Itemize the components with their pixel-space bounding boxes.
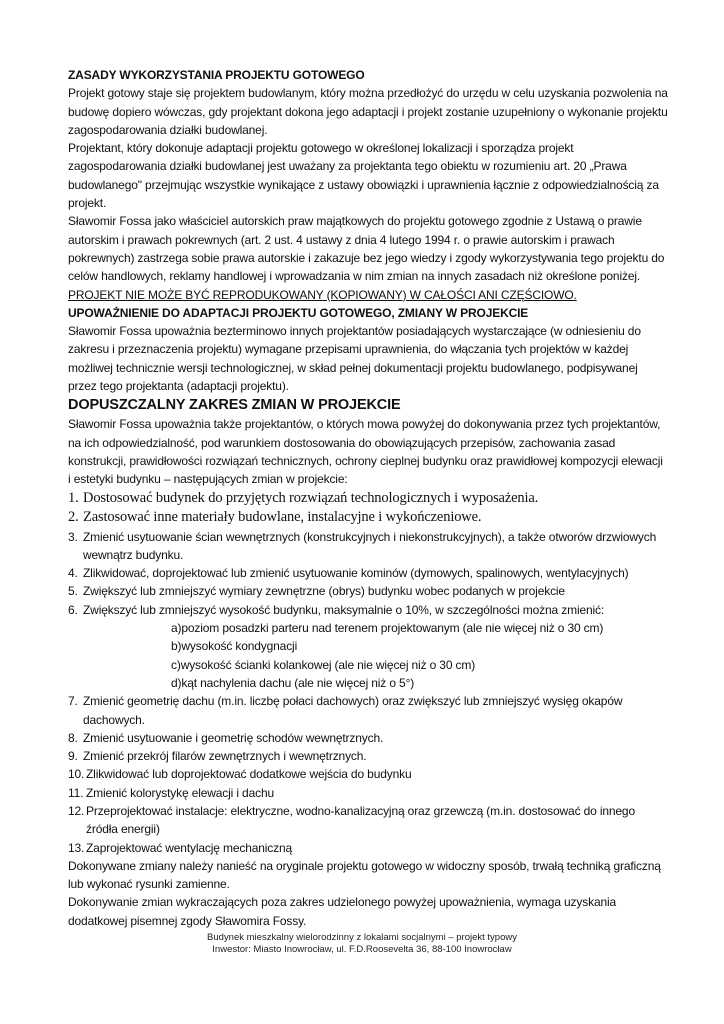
list-item: 2. Zastosować inne materiały budowlane, instalacyjne i wykończeniowe. xyxy=(68,509,482,526)
document-body xyxy=(68,66,668,930)
paragraph-dodatkowa-zgoda: Dokonywanie zmian wykraczających poza zakres udzielonego powyżej upoważnienia, wymaga uzyskania dodatkowej pisemnej zgody Sławomira Fossy. xyxy=(68,895,617,928)
list-item: 12. Przeprojektować instalacje: elektryczne, wodno-kanalizacyjną oraz grzewczą (m.in. dostosować do innego źródła energii) xyxy=(68,803,635,837)
paragraph-nanoszenie-zmian: Dokonywane zmiany należy nanieść na oryginale projektu gotowego w widoczny sposób, trwałą techniką graficzną lub wykonać rysunki zamienne. xyxy=(68,858,661,892)
paragraph-upowaznienie: Sławomir Fossa upoważnia bezterminowo innych projektantów posiadających wystarczające (w odniesieniu do zakresu i przeznaczenia projektu) wymagane przepisami uprawnienia, do włączania tych projektów w każdej możliwej technicznie wersji technologicznej, w skład pełnej dokumentacji projektu budowlanego, podpisywanej przez tego projektanta (adaptacji projektu). xyxy=(68,324,641,394)
paragraph-projektant: Projektant, który dokonuje adaptacji projektu gotowego w określonej lokalizacji i sporządza projekt zagospodarowania działki budowlanej jest uważany za projektanta tego obiektu w rozumieniu art. 20 „Prawa budowlanego" przejmując wszystkie wynikające z ustawy obowiązki i uprawnienia łącznie z odpowiedzialnością za projekt. xyxy=(68,141,659,211)
list-item: 13. Zaprojektować wentylację mechaniczną xyxy=(68,840,293,855)
heading-zasady: ZASADY WYKORZYSTANIA PROJEKTU GOTOWEGO xyxy=(68,68,365,82)
sublist-item: a)poziom posadzki parteru nad terenem projektowanym (ale nie więcej niż o 30 cm) xyxy=(171,621,604,636)
sublist-item: d)kąt nachylenia dachu (ale nie więcej niż o 5°) xyxy=(171,675,415,690)
list-item: 1. Dostosować budynek do przyjętych rozwiązań technologicznych i wyposażenia. xyxy=(68,489,539,506)
page-footer xyxy=(0,932,724,956)
heading-upowaznienie: UPOWAŻNIENIE DO ADAPTACJI PROJEKTU GOTOWEGO, ZMIANY W PROJEKCIE xyxy=(68,305,529,320)
changes-list xyxy=(68,489,668,857)
list-item: 3. Zmienić usytuowanie ścian wewnętrznych (konstrukcyjnych i niekonstrukcyjnych), a także otworów drzwiowych wewnątrz budynku. xyxy=(68,529,657,562)
paragraph-zakres-zmian: Sławomir Fossa upoważnia także projektantów, o których mowa powyżej do dokonywania przez tych projektantów, na ich odpowiedzialność, pod warunkiem dostosowania do obowiązujących przepisów, zachowania zasad konstrukcji, prawidłowości rozwiązań technicznych, ochrony cieplnej budynku oraz prawidłowej kompozycji elewacji i estetyki budynku – następujących zmian w projekcie: xyxy=(68,417,663,487)
footer-investor-line: Inwestor: Miasto Inowrocław, ul. F.D.Roosevelta 36, 88-100 Inowrocław xyxy=(212,944,512,955)
paragraph-projekt-gotowy: Projekt gotowy staje się projektem budowlanym, który można przedłożyć do urzędu w celu uzyskania pozwolenia na budowę dopiero wówczas, gdy projektant dokona jego adaptacji i projekt zostanie uzupełniony o wykonanie projektu zagospodarowania działki budowlanej. xyxy=(68,86,668,137)
list-item: 9. Zmienić przekrój filarów zewnętrznych i wewnętrznych. xyxy=(68,749,367,764)
list-item: 8. Zmienić usytuowanie i geometrię schodów wewnętrznych. xyxy=(68,730,384,745)
list-item: 7. Zmienić geometrię dachu (m.in. liczbę połaci dachowych) oraz zwiększyć lub zmniejszyć wysięg okapów dachowych. xyxy=(68,694,623,727)
list-item: 11. Zmienić kolorystykę elewacji i dachu xyxy=(68,785,275,800)
list-item: 4. Zlikwidować, doprojektować lub zmienić usytuowanie kominów (dymowych, spalinowych, wentylacyjnych) xyxy=(68,566,629,581)
paragraph-prawa-autorskie: Sławomir Fossa jako właściciel autorskich praw majątkowych do projektu gotowego zgodnie z Ustawą o prawie autorskim i prawach pokrewnych (art. 2 ust. 4 ustawy z dnia 4 lutego 1994 r. o prawie autorskim i prawach pokrewnych) zastrzega sobie prawa autorskie i zakazuje bez jego wiedzy i zgody wykorzystywania tego projektu do celów handlowych, reklamy handlowej i wprowadzania w nim zmian na innych zasadach niż określone poniżej. xyxy=(68,214,665,284)
list-item: 6. Zwiększyć lub zmniejszyć wysokość budynku, maksymalnie o 10%, w szczególności można zmienić: a)poziom posadzki parteru nad terenem projektowanym (ale nie więcej niż o 30 cm) b)wysokość kondygnacji c)wysokość ścianki kolankowej (ale nie więcej niż o 30 cm) d)kąt nachylenia dachu (ale nie więcej niż o 5°) xyxy=(68,601,668,692)
list-item: 5. Zwiększyć lub zmniejszyć wymiary zewnętrzne (obrys) budynku wobec podanych w projekcie xyxy=(68,584,565,599)
list-item: 10. Zlikwidować lub doprojektować dodatkowe wejścia do budynku xyxy=(68,767,412,782)
sublist-item: b)wysokość kondygnacji xyxy=(171,639,298,654)
height-sublist xyxy=(83,619,668,692)
reproduction-notice: PROJEKT NIE MOŻE BYĆ REPRODUKOWANY (KOPIOWANY) W CAŁOŚCI ANI CZĘŚCIOWO. xyxy=(68,287,577,302)
footer-project-line: Budynek mieszkalny wielorodzinny z lokalami socjalnymi – projekt typowy xyxy=(207,932,517,943)
sublist-item: c)wysokość ścianki kolankowej (ale nie więcej niż o 30 cm) xyxy=(171,657,476,672)
heading-zakres-zmian: DOPUSZCZALNY ZAKRES ZMIAN W PROJEKCIE xyxy=(68,397,401,414)
